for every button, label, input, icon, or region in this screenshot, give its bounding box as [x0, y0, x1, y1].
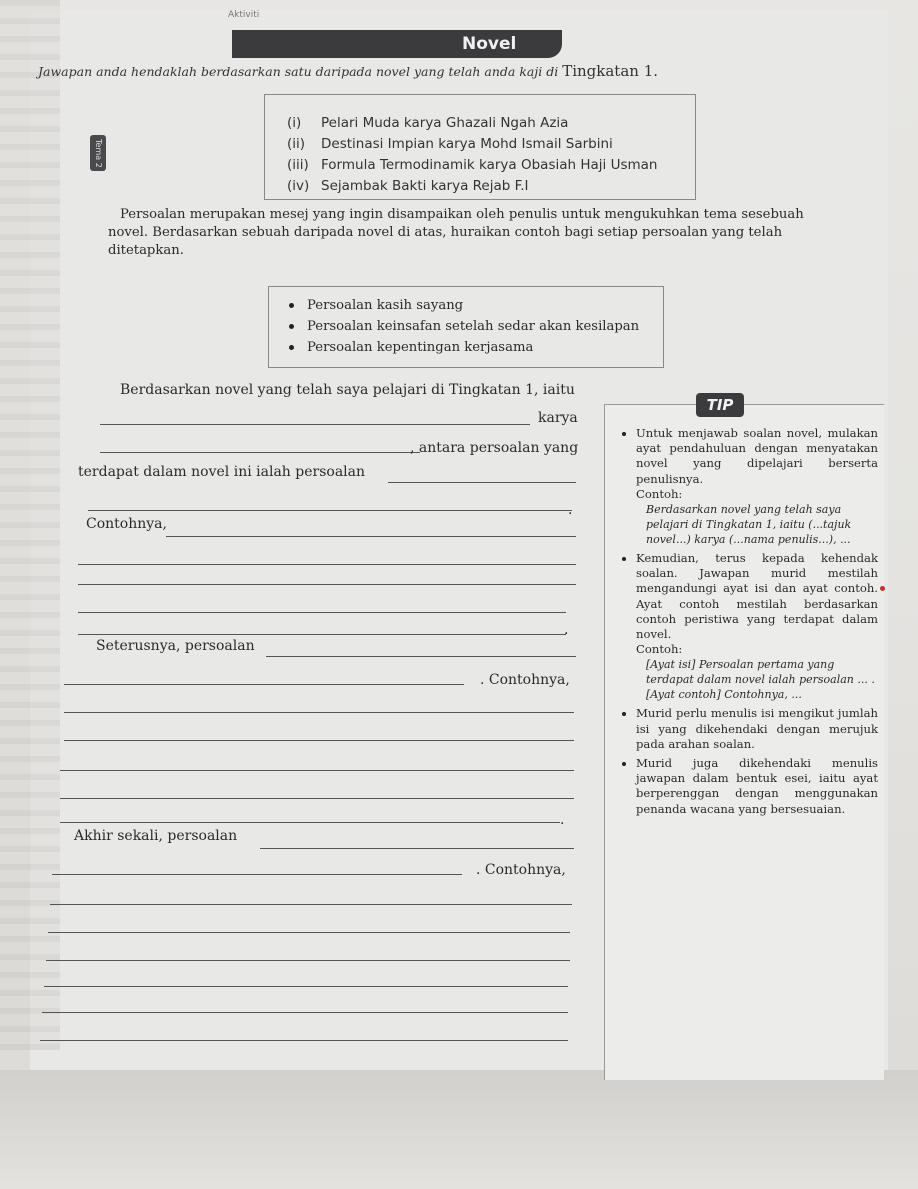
- answer-blank-line[interactable]: [42, 1012, 568, 1013]
- answer-blank-line[interactable]: [78, 564, 576, 565]
- top-note: Aktiviti: [228, 10, 260, 20]
- answer-blank-line[interactable]: [64, 712, 574, 713]
- tip-contoh-label: Contoh:: [636, 642, 683, 657]
- issue-list-box: [268, 286, 664, 368]
- question-line: novel. Berdasarkan sebuah daripada novel di atas, huraikan contoh bagi setiap persoalan yang telah: [108, 225, 783, 240]
- answer-blank-line[interactable]: [40, 1040, 568, 1041]
- answer-blank-line[interactable]: [388, 482, 576, 483]
- answer-blank-line[interactable]: [60, 798, 574, 799]
- novel-list-box: [264, 94, 696, 200]
- novel-item: (ii) Destinasi Impian karya Mohd Ismail Sarbini: [287, 136, 613, 152]
- answer-contohnya-1: Contohnya,: [86, 516, 167, 532]
- tip-label: TIP: [696, 393, 744, 417]
- answer-blank-line[interactable]: [46, 960, 570, 961]
- answer-akhir: Akhir sekali, persoalan: [74, 828, 238, 844]
- answer-blank-line[interactable]: [50, 904, 572, 905]
- answer-blank-line[interactable]: [64, 740, 574, 741]
- table-surface: [0, 1070, 918, 1189]
- answer-dot: .: [568, 502, 573, 518]
- answer-blank-line[interactable]: [52, 874, 462, 875]
- tip-item: Murid juga dikehendaki menulis jawapan dalam bentuk esei, iaitu ayat berperenggan dengan menggunakan penanda wacana yang bersesuaian.: [620, 756, 878, 817]
- answer-intro: Berdasarkan novel yang telah saya pelajari di Tingkatan 1, iaitu: [120, 382, 575, 398]
- answer-blank-line[interactable]: [100, 452, 420, 453]
- answer-area: [40, 380, 600, 1080]
- answer-blank-line[interactable]: [78, 634, 566, 635]
- issue-item: Persoalan keinsafan setelah sedar akan kesilapan: [289, 316, 663, 337]
- question-line: Persoalan merupakan mesej yang ingin disampaikan oleh penulis untuk mengukuhkan tema sesebuah: [120, 207, 804, 222]
- answer-dot: .: [560, 812, 565, 828]
- instruction-plain: Tingkatan 1.: [562, 62, 659, 80]
- answer-blank-line[interactable]: [48, 932, 570, 933]
- novel-item: (iii) Formula Termodinamik karya Obasiah Haji Usman: [287, 157, 658, 173]
- answer-blank-line[interactable]: [60, 770, 574, 771]
- answer-dot: .: [564, 622, 569, 638]
- answer-seterusnya: Seterusnya, persoalan: [96, 638, 255, 654]
- issue-item: Persoalan kepentingan kerjasama: [289, 337, 663, 358]
- tip-item: Kemudian, terus kepada kehendak soalan. Jawapan murid mestilah mengandungi ayat isi dan ayat contoh. Ayat contoh mestilah berdasarkan contoh peristiwa yang terdapat dalam novel.: [620, 551, 878, 642]
- tip-content: [620, 426, 878, 817]
- issue-item: Persoalan kasih sayang: [289, 295, 663, 316]
- section-title-bar: [232, 30, 562, 58]
- answer-blank-line[interactable]: [44, 986, 568, 987]
- answer-blank-line[interactable]: [78, 584, 576, 585]
- instruction: [38, 62, 658, 80]
- novel-item: (iv) Sejambak Bakti karya Rejab F.I: [287, 178, 529, 194]
- question-paragraph: [108, 206, 860, 260]
- answer-blank-line[interactable]: [60, 822, 560, 823]
- answer-contohnya-3: . Contohnya,: [476, 862, 566, 878]
- tip-item: Murid perlu menulis isi mengikut jumlah isi yang dikehendaki dengan merujuk pada arahan soalan.: [620, 706, 878, 752]
- tip-item: Untuk menjawab soalan novel, mulakan ayat pendahuluan dengan menyatakan novel yang dipelajari berserta penulisnya.: [620, 426, 878, 487]
- answer-blank-line[interactable]: [100, 424, 530, 425]
- answer-contohnya-2: . Contohnya,: [480, 672, 570, 688]
- instruction-italic: Jawapan anda hendaklah berdasarkan satu daripada novel yang telah anda kaji di: [38, 64, 563, 79]
- answer-blank-line[interactable]: [88, 510, 572, 511]
- answer-antara: , antara persoalan yang: [410, 440, 579, 456]
- answer-terdapat: terdapat dalam novel ini ialah persoalan: [78, 464, 365, 480]
- tip-example: [Ayat isi] Persoalan pertama yang terdapat dalam novel ialah persoalan ... . [Ayat contoh] Contohnya, ...: [646, 658, 875, 702]
- red-mark: [880, 586, 885, 591]
- section-title: Novel: [462, 34, 517, 54]
- answer-blank-line[interactable]: [78, 612, 566, 613]
- tip-contoh-label: Contoh:: [636, 486, 683, 501]
- tema-tab: Tema 2: [90, 135, 106, 171]
- tip-example: Berdasarkan novel yang telah saya pelajari di Tingkatan 1, iaitu (...tajuk novel...) karya (...nama penulis...), ...: [646, 503, 852, 547]
- answer-blank-line[interactable]: [64, 684, 464, 685]
- question-line: ditetapkan.: [108, 243, 184, 258]
- answer-blank-line[interactable]: [260, 848, 574, 849]
- answer-karya: karya: [538, 410, 578, 426]
- answer-blank-line[interactable]: [166, 536, 576, 537]
- novel-item: (i) Pelari Muda karya Ghazali Ngah Azia: [287, 115, 569, 131]
- answer-blank-line[interactable]: [266, 656, 576, 657]
